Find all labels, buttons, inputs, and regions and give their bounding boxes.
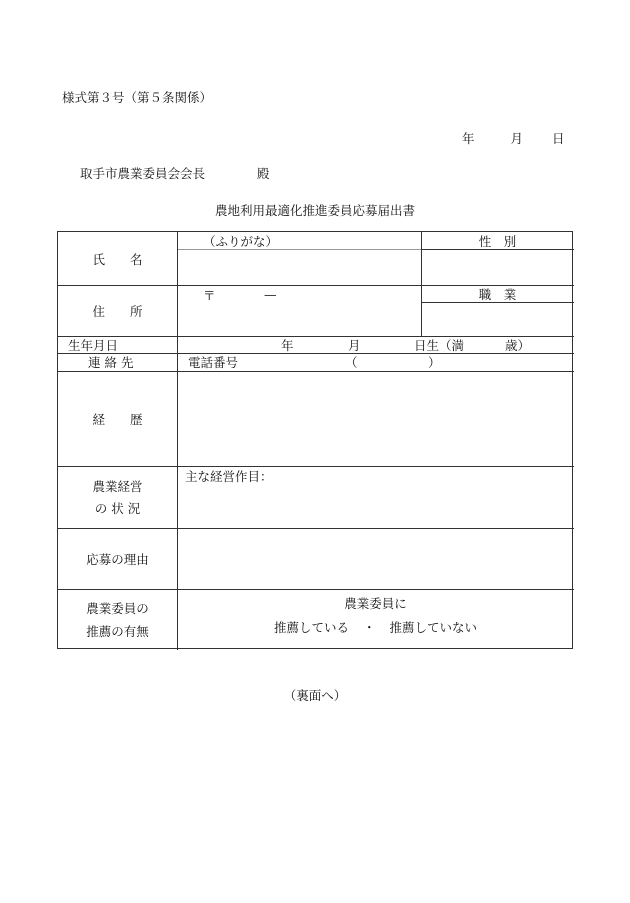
reason-label: 応募の理由 bbox=[86, 551, 149, 567]
farming-status-label bbox=[58, 466, 177, 528]
recommend-separator: ・ bbox=[362, 620, 376, 635]
name-field[interactable] bbox=[178, 250, 420, 285]
recommend-yes-option[interactable]: 推薦している bbox=[273, 620, 349, 635]
age-suffix: 歳） bbox=[505, 337, 531, 353]
occupation-label: 職 業 bbox=[478, 286, 517, 302]
birthdate-label: 生年月日 bbox=[68, 337, 119, 353]
postal-mark: 〒 bbox=[203, 287, 216, 303]
birth-year: 年 bbox=[281, 337, 294, 353]
honorific: 殿 bbox=[257, 166, 270, 181]
farming-label-line1: 農業経営 bbox=[92, 479, 143, 494]
birth-month: 月 bbox=[348, 337, 361, 353]
birth-day-age: 日生（満 bbox=[414, 337, 465, 353]
phone-paren-open: （ bbox=[345, 355, 358, 370]
row-divider-address bbox=[58, 336, 574, 337]
phone-paren-close: ） bbox=[428, 355, 441, 370]
farming-label-line2: の 状 況 bbox=[94, 501, 141, 516]
gender-label: 性 別 bbox=[478, 233, 517, 249]
date-year: 年 bbox=[462, 131, 475, 146]
date-month: 月 bbox=[510, 131, 524, 146]
furigana-label: （ふりがな） bbox=[203, 233, 279, 249]
main-crops-label: 主な経営作目： bbox=[185, 469, 273, 484]
form-number: 様式第３号（第５条関係） bbox=[62, 90, 213, 105]
name-label: 氏 名 bbox=[92, 251, 143, 267]
recommend-label-line2: 推薦の有無 bbox=[86, 624, 149, 639]
application-form-table bbox=[57, 231, 573, 649]
address-label: 住 所 bbox=[92, 303, 143, 319]
addressee-name: 取手市農業委員会会長 bbox=[80, 166, 206, 181]
recommend-line1: 農業委員に bbox=[344, 596, 407, 611]
addressee bbox=[80, 164, 270, 182]
recommend-options bbox=[177, 618, 574, 636]
recommend-label-line1: 農業委員の bbox=[86, 601, 149, 616]
recommend-no-option[interactable]: 推薦していない bbox=[389, 620, 478, 635]
contact-label: 連 絡 先 bbox=[88, 355, 134, 370]
address-field[interactable] bbox=[178, 286, 420, 335]
reason-field[interactable] bbox=[178, 529, 573, 588]
row-divider-birth bbox=[58, 353, 574, 354]
date-line bbox=[462, 129, 565, 147]
postal-dash: — bbox=[264, 287, 277, 302]
career-label: 経 歴 bbox=[92, 411, 143, 427]
career-field[interactable] bbox=[178, 372, 573, 465]
phone-label: 電話番号 bbox=[188, 355, 239, 370]
recommendation-label bbox=[58, 589, 177, 650]
gender-field[interactable] bbox=[422, 250, 573, 285]
occupation-field[interactable] bbox=[422, 303, 573, 335]
back-page-note: （裏面へ） bbox=[283, 688, 347, 703]
document-title: 農地利用最適化推進委員応募届出書 bbox=[214, 203, 415, 218]
date-day: 日 bbox=[552, 131, 565, 146]
